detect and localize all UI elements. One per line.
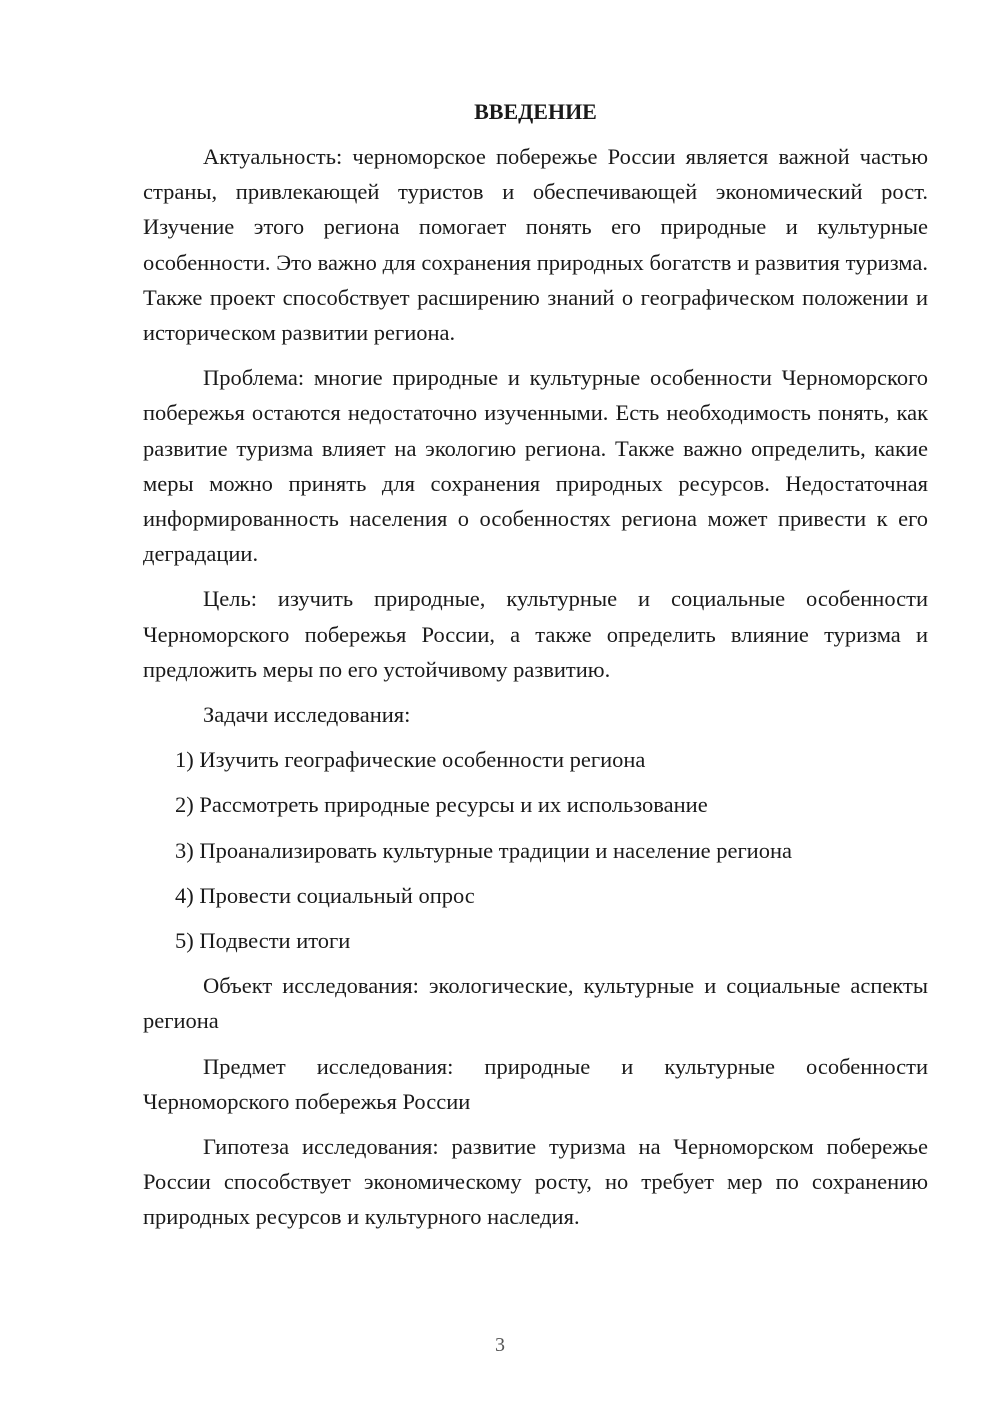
document-page xyxy=(143,94,928,1245)
task-item-2: 2) Рассмотреть природные ресурсы и их использование xyxy=(175,792,708,818)
object-paragraph: Объект исследования: экологические, культурные и социальные аспекты региона xyxy=(143,973,928,1034)
relevance-paragraph: Актуальность: черноморское побережье России является важной частью страны, привлекающей туристов и обеспечивающей экономический рост. Изучение этого региона помогает понять его природные и культурные особенности. Это важно для сохранения природных богатств и развития туризма. Также проект способствует расширению знаний о географическом положении и историческом развитии региона. xyxy=(143,144,928,346)
tasks-list xyxy=(143,742,928,958)
tasks-heading: Задачи исследования: xyxy=(203,702,411,728)
hypothesis-paragraph: Гипотеза исследования: развитие туризма на Черноморском побережье России способствует экономическому росту, но требует мер по сохранению природных ресурсов и культурного наследия. xyxy=(143,1134,928,1230)
document-title: ВВЕДЕНИЕ xyxy=(474,99,597,124)
subject-paragraph: Предмет исследования: природные и культурные особенности Черноморского побережья России xyxy=(143,1053,928,1114)
task-item-5: 5) Подвести итоги xyxy=(175,928,351,954)
task-item-3: 3) Проанализировать культурные традиции и население региона xyxy=(175,837,793,863)
task-item-4: 4) Провести социальный опрос xyxy=(175,882,475,908)
problem-paragraph: Проблема: многие природные и культурные особенности Черноморского побережья остаются недостаточно изученными. Есть необходимость понять, как развитие туризма влияет на экологию региона. Также важно определить, какие меры можно принять для сохранения природных ресурсов. Недостаточная информированность населения о особенностях региона может привести к его деградации. xyxy=(143,365,928,567)
page-number: 3 xyxy=(495,1334,505,1356)
task-item-1: 1) Изучить географические особенности региона xyxy=(175,747,646,773)
goal-paragraph: Цель: изучить природные, культурные и социальные особенности Черноморского побережья России, а также определить влияние туризма и предложить меры по его устойчивому развитию. xyxy=(143,586,928,682)
